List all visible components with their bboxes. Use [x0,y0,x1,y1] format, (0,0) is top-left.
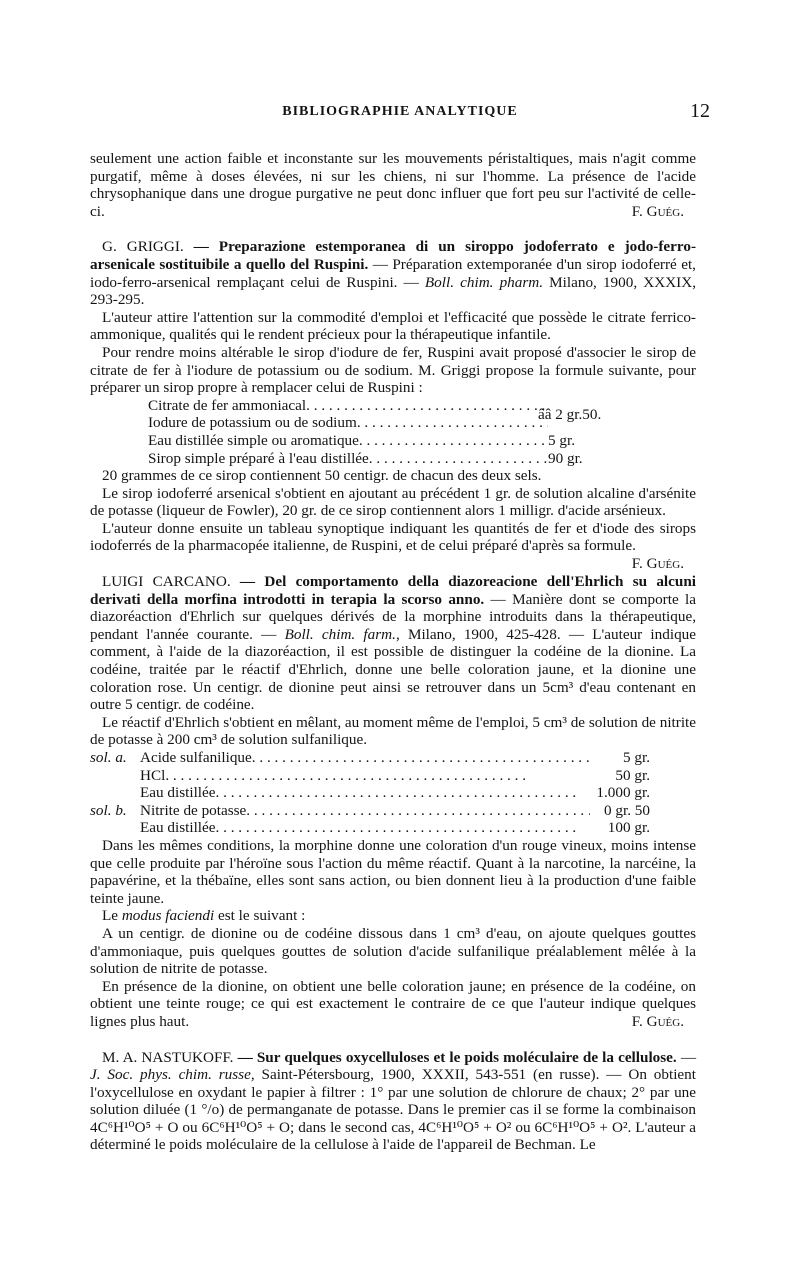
solution-tag [90,819,140,837]
entry2-p4-suffix: est le suivant : [214,907,306,925]
page-body [90,150,696,1154]
entry2-p4 [90,907,696,925]
recipe-label: Sirop simple préparé à l'eau distillée [148,449,369,467]
solution-label: Acide sulfanilique [140,749,252,766]
solution-tag [90,784,140,802]
recipe-row [148,450,618,468]
entry2-title-fr: — Manière dont se comporte la diazoréaction d'Ehrlich sur quelques dérivés de la morphine introduits dans la thérapeutique, pendant l'année courante. — [90,590,696,643]
solution-label: Nitrite de potasse [140,801,247,819]
solution-label: HCl [140,766,166,784]
entry1-signature: F. Guég. [631,555,684,573]
recipe-label: Eau distillée simple ou aromatique [148,431,359,449]
entry0-paragraph [90,150,696,220]
entry1-p4: Le sirop iodoferré arsenical s'obtient en ajoutant au précédent 1 gr. de solution alcaline d'arsénite de potasse (liqueur de Fowler), 20 gr. de ce sirop contiennent alors 1 milligr. d'acide arsénieux. [90,484,696,520]
solution-row [90,784,650,802]
page-number: 12 [690,100,710,122]
entry0-signature: F. Guég. [631,202,684,220]
entry2-p3: Dans les mêmes conditions, la morphine donne une coloration d'un rouge vineux, moins intense que celle produite par l'héroïne sous l'action du même réactif. Quant à la narcotine, la narcéine, la papavérine, et la thébaïne, elles sont sans action, ou bien donnent lieu à la production d'une faible teinte jaune. [90,836,696,907]
recipe-row [148,432,618,450]
entry2-p4-prefix: Le [102,907,122,925]
solution-row [90,767,650,785]
entry-nastukoff [90,1049,696,1155]
solution-row [90,819,650,837]
solution-tag: sol. a. [90,749,127,766]
entry3-title: — Sur quelques oxycelluloses et le poids moléculaire de la cellulose. [233,1048,677,1066]
entry1-reference [90,238,696,308]
recipe-brace-group [148,397,618,432]
entry3-citation: Saint-Pétersbourg, 1900, XXXII, 543-551 (en russe). [254,1066,600,1084]
running-header [90,100,710,126]
entry2-p5: A un centigr. de dionine ou de codéine dissous dans 1 cm³ d'eau, on ajoute quelques gouttes d'ammoniaque, puis quelques gouttes de solution d'acide sulfanilique préalablement mêlée à la solution de nitrite de potasse. [90,924,696,978]
entry-carcano [90,573,696,1030]
entry2-title: — Del comportamento della diazoreacione dell'Ehrlich su alcuni derivati della morfina introdotti in terapia la scorso anno. [90,573,696,608]
entry3-dash: — [676,1048,697,1066]
entry1-title: — Preparazione estemporanea di un siroppo jodoferrato e jodo-ferro-arsenicale sostituibile a quello del Ruspini. [90,238,696,273]
entry0-text: seulement une action faible et inconstante sur les mouvements péristaltiques, mais n'agit comme purgatif, même à doses élevées, ni sur les chiens, ni sur l'homme. La présence de l'acide chrysophanique dans une drogue purgative ne peut donc influer que fort peu sur l'activité de celle-ci. [90,150,696,220]
solution-row [90,749,650,767]
recipe-brace-qty: ââ 2 gr.50. [538,405,602,423]
entry3-author: M. A. NASTUKOFF. [102,1048,234,1066]
entry1-journal: Boll. chim. pharm. [424,273,544,291]
entry2-p6-text: En présence de la dionine, on obtient une belle coloration jaune; en présence de la codéine, on obtient une teinte rouge; ce qui est exactement le contraire de ce que l'auteur indique quelques lignes plus haut. [90,977,696,1030]
entry3-journal: J. Soc. phys. chim. russe, [90,1066,255,1084]
recipe-qty: 5 gr. [548,431,576,449]
entry1-p5-text: L'auteur donne ensuite un tableau synoptique indiquant les quantités de fer et d'iode des sirops iodoferrés de la pharmacopée italienne, de Ruspini, et de celui préparé d'après sa formule. [90,519,696,555]
entry2-p4-italic: modus faciendi [121,907,215,925]
entry1-p5 [90,519,696,573]
reagent-solutions [90,749,650,837]
solution-qty: 0 gr. 50 [604,801,650,819]
entry1-author: G. GRIGGI. [102,238,184,256]
entry2-p2: Le réactif d'Ehrlich s'obtient en mêlant, au moment même de l'emploi, 5 cm³ de solution de nitrite de potasse à 200 cm³ de solution sulfanilique. [90,713,696,749]
solution-label: Eau distillée [140,784,216,802]
recipe-label: Citrate de fer ammoniacal [148,396,307,414]
entry3-p1: — On obtient l'oxycellulose en oxydant le papier à filtrer : 1° par une solution de chlorure de chaux; 2° par une solution diluée (1 °/o) de permanganate de potasse. Dans le premier cas il se forme la combinaison 4C⁶H¹⁰O⁵ + O ou 6C⁶H¹⁰O⁵ + O; dans le second cas, 4C⁶H¹⁰O⁵ + O² ou 6C⁶H¹⁰O⁵ + O². L'auteur a déterminé le poids moléculaire de la cellulose à l'aide de l'appareil de Bechman. Le [90,1066,696,1154]
entry3-reference [90,1049,696,1155]
entry1-p3: 20 grammes de ce sirop contiennent 50 centigr. de chacun des deux sels. [102,467,542,485]
entry2-signature: F. Guég. [631,1012,684,1030]
entry2-p1: — L'auteur indique comment, à l'aide de la diazoréaction, il est possible de distinguer la codéine de la dionine. La codéine, traitée par le réactif d'Ehrlich, donne une belle coloration jaune, et la dionine une coloration rose. Un centigr. de dionine peut ainsi se retrouver dans un 5cm³ d'eau contenant en outre 5 centigr. de codéine. [90,625,696,714]
entry2-citation: , Milano, 1900, 425-428. [395,625,561,643]
recipe-label: Iodure de potassium ou de sodium [148,414,357,432]
solution-qty: 100 gr. [607,819,650,837]
entry1-title-fr: — Préparation extemporanée d'un sirop iodoferré et, iodo-ferro-arsenical remplaçant celui de Ruspini. — [90,255,696,291]
entry1-p2: Pour rendre moins altérable le sirop d'iodure de fer, Ruspini avait proposé d'associer le sirop de citrate de fer à l'iodure de potassium ou de sodium. M. Griggi propose la formule suivante, pour préparer un sirop propre à remplacer celui de Ruspini : [90,343,696,397]
entry1-p1: L'auteur attire l'attention sur la commodité d'emploi et l'efficacité que possède le citrate ferrico-ammonique, qualités qui le rendent précieux pour la thérapeutique infantile. [90,308,696,344]
solution-qty: 5 gr. [622,749,650,766]
syrup-recipe [148,397,618,467]
solution-qty: 1.000 gr. [596,784,650,802]
entry2-author: LUIGI CARCANO. [102,573,231,591]
header-title: BIBLIOGRAPHIE ANALYTIQUE [282,104,518,119]
entry-griggi [90,238,696,573]
entry2-reference [90,573,696,714]
solution-label: Eau distillée [140,819,216,837]
entry2-journal: Boll. chim. farm. [284,625,396,643]
entry1-citation: Milano, 1900, XXXIX, 293-295. [90,273,696,309]
solution-row [90,802,650,820]
solution-tag: sol. b. [90,801,127,819]
recipe-qty: 90 gr. [548,449,583,467]
solution-tag [90,767,140,785]
entry2-p6 [90,978,696,1031]
solution-qty: 50 gr. [615,766,650,784]
